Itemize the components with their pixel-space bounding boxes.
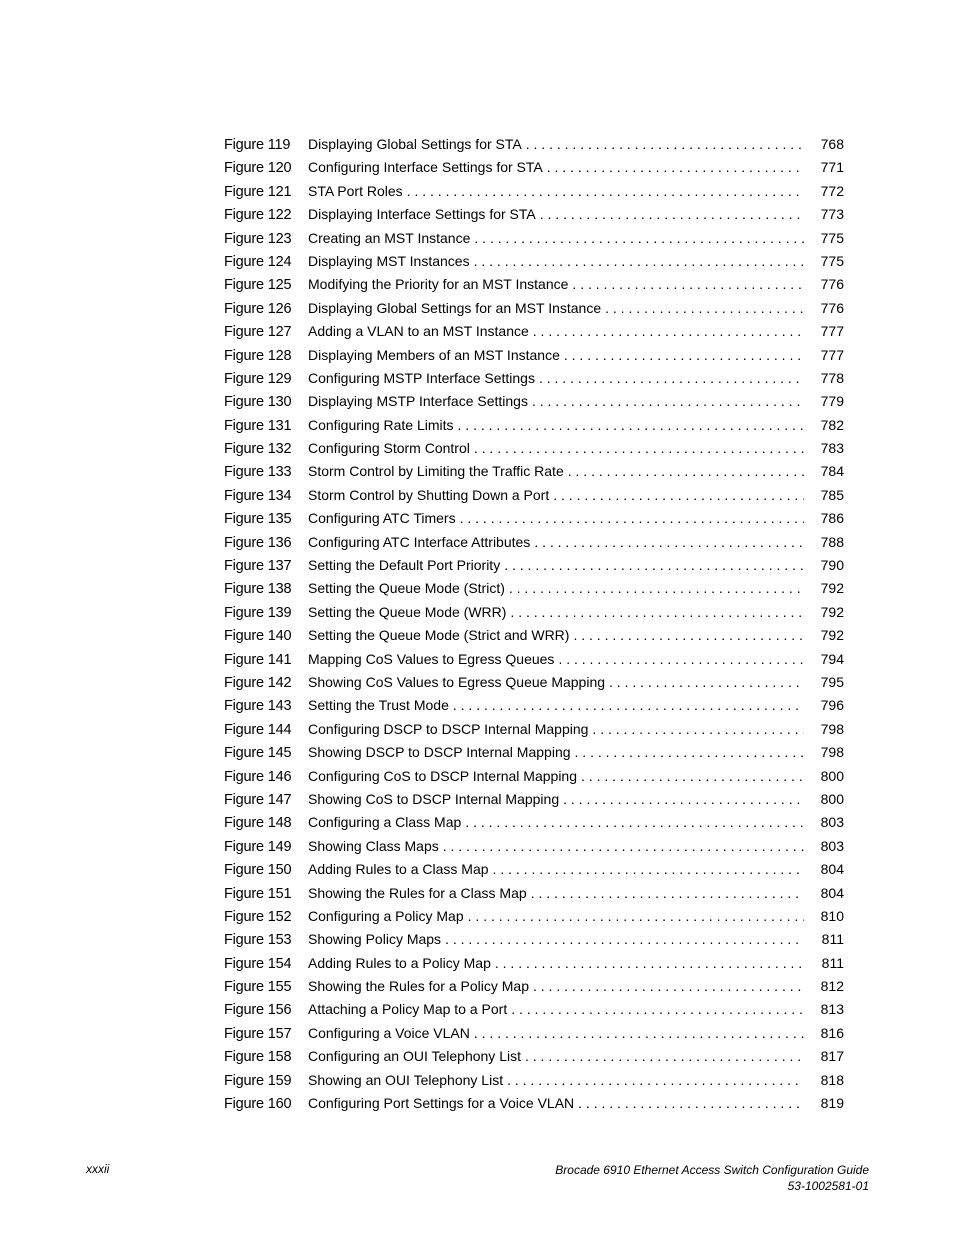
page-number: 816 bbox=[820, 1024, 844, 1041]
toc-entry[interactable] bbox=[224, 460, 844, 483]
figure-label: Figure 141 bbox=[224, 651, 292, 668]
figure-title: Displaying MSTP Interface Settings bbox=[308, 393, 528, 410]
toc-entry[interactable] bbox=[224, 1069, 844, 1092]
figure-title: Displaying Members of an MST Instance bbox=[308, 346, 560, 363]
figure-label: Figure 144 bbox=[224, 721, 292, 738]
page-number: 811 bbox=[821, 931, 844, 948]
footer-doc-info bbox=[555, 1162, 869, 1194]
page-number: 798 bbox=[820, 720, 844, 737]
dot-leader bbox=[407, 180, 804, 203]
dot-leader bbox=[564, 344, 804, 367]
figure-title: Showing CoS to DSCP Internal Mapping bbox=[308, 790, 560, 807]
page-number: 775 bbox=[820, 252, 844, 269]
dot-leader bbox=[540, 203, 804, 226]
toc-entry[interactable] bbox=[224, 577, 844, 600]
figure-title: Setting the Trust Mode bbox=[308, 697, 449, 714]
page-number: 786 bbox=[820, 510, 844, 527]
figure-label: Figure 158 bbox=[224, 1049, 292, 1066]
figure-title: Showing the Rules for a Class Map bbox=[308, 884, 527, 901]
figure-title: Showing Policy Maps bbox=[308, 931, 442, 948]
page-number: 788 bbox=[820, 533, 844, 550]
figure-label: Figure 120 bbox=[224, 160, 292, 177]
figure-title: Configuring Rate Limits bbox=[308, 416, 454, 433]
page-number: 813 bbox=[820, 1001, 844, 1018]
toc-entry[interactable] bbox=[224, 718, 844, 741]
figure-title: Modifying the Priority for an MST Instance bbox=[308, 276, 569, 293]
toc-entry[interactable] bbox=[224, 928, 844, 951]
figure-label: Figure 125 bbox=[224, 277, 292, 294]
figure-label: Figure 151 bbox=[224, 885, 292, 902]
toc-entry[interactable] bbox=[224, 975, 844, 998]
dot-leader bbox=[572, 273, 804, 296]
toc-entry[interactable] bbox=[224, 437, 844, 460]
list-of-figures bbox=[224, 133, 844, 1115]
dot-leader bbox=[504, 554, 804, 577]
dot-leader bbox=[578, 1092, 804, 1115]
page-number: 776 bbox=[820, 299, 844, 316]
dot-leader bbox=[511, 998, 804, 1021]
dot-leader bbox=[575, 741, 804, 764]
figure-label: Figure 156 bbox=[224, 1002, 292, 1019]
figure-title: Displaying Global Settings for an MST Instance bbox=[308, 299, 602, 316]
toc-entry[interactable] bbox=[224, 1045, 844, 1068]
figure-title: Displaying Global Settings for STA bbox=[308, 136, 522, 152]
toc-entry[interactable] bbox=[224, 203, 844, 226]
dot-leader bbox=[445, 928, 804, 951]
figure-label: Figure 122 bbox=[224, 207, 292, 224]
footer-doc-number: 53-1002581-01 bbox=[787, 1179, 869, 1193]
dot-leader bbox=[460, 507, 804, 530]
figure-label: Figure 133 bbox=[224, 464, 292, 481]
page-number: 778 bbox=[820, 369, 844, 386]
page-number: 803 bbox=[820, 814, 844, 831]
toc-entry[interactable] bbox=[224, 858, 844, 881]
figure-label: Figure 136 bbox=[224, 534, 292, 551]
figure-title: Adding a VLAN to an MST Instance bbox=[308, 323, 529, 340]
footer-doc-title: Brocade 6910 Ethernet Access Switch Configuration Guide bbox=[555, 1163, 869, 1177]
page-number: 810 bbox=[820, 907, 844, 924]
page-number: 819 bbox=[820, 1095, 844, 1112]
page-number: 773 bbox=[820, 206, 844, 223]
toc-entry[interactable] bbox=[224, 624, 844, 647]
figure-label: Figure 159 bbox=[224, 1072, 292, 1089]
figure-label: Figure 145 bbox=[224, 745, 292, 762]
figure-title: Configuring a Policy Map bbox=[308, 907, 464, 924]
toc-entry[interactable] bbox=[224, 133, 844, 156]
figure-label: Figure 137 bbox=[224, 558, 292, 575]
toc-entry[interactable] bbox=[224, 671, 844, 694]
figure-label: Figure 142 bbox=[224, 674, 292, 691]
page-number: 783 bbox=[820, 440, 844, 457]
dot-leader bbox=[465, 811, 804, 834]
page-number: 800 bbox=[820, 790, 844, 807]
page-number: 794 bbox=[820, 650, 844, 667]
figure-label: Figure 138 bbox=[224, 581, 292, 598]
toc-entry[interactable] bbox=[224, 835, 844, 858]
dot-leader bbox=[609, 671, 804, 694]
toc-entry[interactable] bbox=[224, 811, 844, 834]
figure-label: Figure 160 bbox=[224, 1096, 292, 1113]
page-number: 782 bbox=[820, 416, 844, 433]
page-number: 795 bbox=[820, 673, 844, 690]
figure-label: Figure 135 bbox=[224, 511, 292, 528]
figure-title: Configuring Storm Control bbox=[308, 440, 470, 457]
toc-entry[interactable] bbox=[224, 601, 844, 624]
page-number: 817 bbox=[820, 1048, 844, 1065]
dot-leader bbox=[533, 320, 804, 343]
toc-entry[interactable] bbox=[224, 741, 844, 764]
dot-leader bbox=[474, 227, 804, 250]
toc-entry[interactable] bbox=[224, 344, 844, 367]
dot-leader bbox=[510, 601, 804, 624]
figure-label: Figure 139 bbox=[224, 604, 292, 621]
dot-leader bbox=[605, 297, 804, 320]
figure-label: Figure 129 bbox=[224, 370, 292, 387]
page-number: 779 bbox=[820, 393, 844, 410]
figure-title: Adding Rules to a Class Map bbox=[308, 861, 489, 878]
dot-leader bbox=[509, 577, 804, 600]
page-number: 812 bbox=[820, 978, 844, 995]
page-number: 792 bbox=[820, 580, 844, 597]
dot-leader bbox=[493, 858, 804, 881]
dot-leader bbox=[495, 952, 804, 975]
figure-title: Configuring CoS to DSCP Internal Mapping bbox=[308, 767, 578, 784]
toc-entry[interactable] bbox=[224, 227, 844, 250]
page-number: 800 bbox=[820, 767, 844, 784]
dot-leader bbox=[553, 484, 804, 507]
dot-leader bbox=[563, 788, 804, 811]
figure-title: Storm Control by Limiting the Traffic Rate bbox=[308, 463, 564, 480]
toc-entry[interactable] bbox=[224, 554, 844, 577]
toc-entry[interactable] bbox=[224, 367, 844, 390]
dot-leader bbox=[474, 1022, 804, 1045]
figure-label: Figure 152 bbox=[224, 908, 292, 925]
toc-entry[interactable] bbox=[224, 484, 844, 507]
toc-entry[interactable] bbox=[224, 414, 844, 437]
page-number: 790 bbox=[820, 557, 844, 574]
dot-leader bbox=[443, 835, 804, 858]
toc-entry[interactable] bbox=[224, 765, 844, 788]
page-number: 776 bbox=[820, 276, 844, 293]
dot-leader bbox=[539, 367, 804, 390]
toc-entry[interactable] bbox=[224, 998, 844, 1021]
figure-title: Configuring Port Settings for a Voice VLAN bbox=[308, 1095, 575, 1112]
dot-leader bbox=[458, 414, 804, 437]
page-number: 804 bbox=[820, 884, 844, 901]
figure-title: Showing an OUI Telephony List bbox=[308, 1071, 504, 1088]
figure-title: Mapping CoS Values to Egress Queues bbox=[308, 650, 555, 667]
figure-title: Setting the Queue Mode (Strict) bbox=[308, 580, 505, 597]
figure-label: Figure 148 bbox=[224, 815, 292, 832]
page-number: 792 bbox=[820, 603, 844, 620]
figure-label: Figure 149 bbox=[224, 838, 292, 855]
figure-label: Figure 127 bbox=[224, 324, 292, 341]
page-number: 785 bbox=[820, 486, 844, 503]
figure-title: Configuring ATC Interface Attributes bbox=[308, 533, 531, 550]
toc-entry[interactable] bbox=[224, 1092, 844, 1115]
dot-leader bbox=[507, 1069, 804, 1092]
dot-leader bbox=[533, 975, 804, 998]
toc-entry[interactable] bbox=[224, 180, 844, 203]
figure-label: Figure 126 bbox=[224, 300, 292, 317]
dot-leader bbox=[532, 390, 804, 413]
figure-title: Showing the Rules for a Policy Map bbox=[308, 978, 529, 995]
figure-title: Displaying MST Instances bbox=[308, 252, 470, 269]
figure-label: Figure 140 bbox=[224, 628, 292, 645]
figure-label: Figure 128 bbox=[224, 347, 292, 364]
figure-label: Figure 155 bbox=[224, 979, 292, 996]
toc-entry[interactable] bbox=[224, 531, 844, 554]
dot-leader bbox=[573, 624, 804, 647]
toc-entry[interactable] bbox=[224, 390, 844, 413]
figure-label: Figure 143 bbox=[224, 698, 292, 715]
figure-label: Figure 134 bbox=[224, 487, 292, 504]
dot-leader bbox=[453, 694, 804, 717]
figure-label: Figure 119 bbox=[224, 137, 291, 153]
dot-leader bbox=[547, 156, 804, 179]
page-number: 775 bbox=[820, 229, 844, 246]
figure-title: Configuring ATC Timers bbox=[308, 510, 456, 527]
figure-label: Figure 124 bbox=[224, 253, 292, 270]
figure-title: Configuring DSCP to DSCP Internal Mapping bbox=[308, 720, 589, 737]
page-number: 792 bbox=[820, 627, 844, 644]
page-number: 811 bbox=[821, 954, 844, 971]
page-number: 777 bbox=[820, 346, 844, 363]
page-number: 771 bbox=[820, 159, 844, 176]
toc-entry[interactable] bbox=[224, 905, 844, 928]
figure-title: Attaching a Policy Map to a Port bbox=[308, 1001, 508, 1018]
figure-label: Figure 121 bbox=[224, 183, 292, 200]
figure-title: Setting the Default Port Priority bbox=[308, 557, 501, 574]
figure-title: STA Port Roles bbox=[308, 182, 403, 199]
dot-leader bbox=[592, 718, 804, 741]
figure-title: Adding Rules to a Policy Map bbox=[308, 954, 491, 971]
page-number: 768 bbox=[820, 136, 844, 152]
dot-leader bbox=[568, 460, 804, 483]
dot-leader bbox=[534, 531, 804, 554]
figure-title: Storm Control by Shutting Down a Port bbox=[308, 486, 550, 503]
figure-title: Configuring MSTP Interface Settings bbox=[308, 369, 535, 386]
dot-leader bbox=[531, 882, 804, 905]
figure-label: Figure 123 bbox=[224, 230, 292, 247]
page-number: 818 bbox=[820, 1071, 844, 1088]
page-number: 803 bbox=[820, 837, 844, 854]
toc-entry[interactable] bbox=[224, 156, 844, 179]
toc-entry[interactable] bbox=[224, 788, 844, 811]
dot-leader bbox=[526, 133, 804, 156]
page-number: 804 bbox=[820, 861, 844, 878]
figure-title: Creating an MST Instance bbox=[308, 229, 471, 246]
page-number: 796 bbox=[820, 697, 844, 714]
dot-leader bbox=[468, 905, 804, 928]
page-number: 772 bbox=[820, 182, 844, 199]
dot-leader bbox=[525, 1045, 804, 1068]
toc-entry[interactable] bbox=[224, 952, 844, 975]
toc-entry[interactable] bbox=[224, 1022, 844, 1045]
figure-label: Figure 130 bbox=[224, 394, 292, 411]
toc-entry[interactable] bbox=[224, 694, 844, 717]
toc-entry[interactable] bbox=[224, 320, 844, 343]
figure-title: Configuring Interface Settings for STA bbox=[308, 159, 543, 176]
footer-page-number: xxxii bbox=[86, 1162, 110, 1176]
dot-leader bbox=[558, 648, 804, 671]
toc-entry[interactable] bbox=[224, 250, 844, 273]
toc-entry[interactable] bbox=[224, 507, 844, 530]
toc-entry[interactable] bbox=[224, 882, 844, 905]
figure-title: Configuring a Voice VLAN bbox=[308, 1024, 470, 1041]
page-number: 784 bbox=[820, 463, 844, 480]
figure-label: Figure 154 bbox=[224, 955, 292, 972]
figure-label: Figure 146 bbox=[224, 768, 292, 785]
dot-leader bbox=[474, 250, 804, 273]
figure-label: Figure 153 bbox=[224, 932, 292, 949]
dot-leader bbox=[474, 437, 804, 460]
figure-title: Showing CoS Values to Egress Queue Mapping bbox=[308, 673, 606, 690]
figure-title: Configuring an OUI Telephony List bbox=[308, 1048, 521, 1065]
toc-entry[interactable] bbox=[224, 273, 844, 296]
figure-title: Showing Class Maps bbox=[308, 837, 439, 854]
figure-title: Setting the Queue Mode (Strict and WRR) bbox=[308, 627, 570, 644]
figure-title: Configuring a Class Map bbox=[308, 814, 462, 831]
toc-entry[interactable] bbox=[224, 297, 844, 320]
dot-leader bbox=[581, 765, 804, 788]
figure-title: Setting the Queue Mode (WRR) bbox=[308, 603, 507, 620]
figure-label: Figure 131 bbox=[224, 417, 292, 434]
page-number: 777 bbox=[820, 323, 844, 340]
toc-entry[interactable] bbox=[224, 648, 844, 671]
figure-title: Showing DSCP to DSCP Internal Mapping bbox=[308, 744, 571, 761]
figure-label: Figure 132 bbox=[224, 441, 292, 458]
figure-label: Figure 150 bbox=[224, 862, 292, 879]
figure-label: Figure 147 bbox=[224, 791, 292, 808]
figure-label: Figure 157 bbox=[224, 1025, 292, 1042]
page-number: 798 bbox=[820, 744, 844, 761]
figure-title: Displaying Interface Settings for STA bbox=[308, 206, 536, 223]
